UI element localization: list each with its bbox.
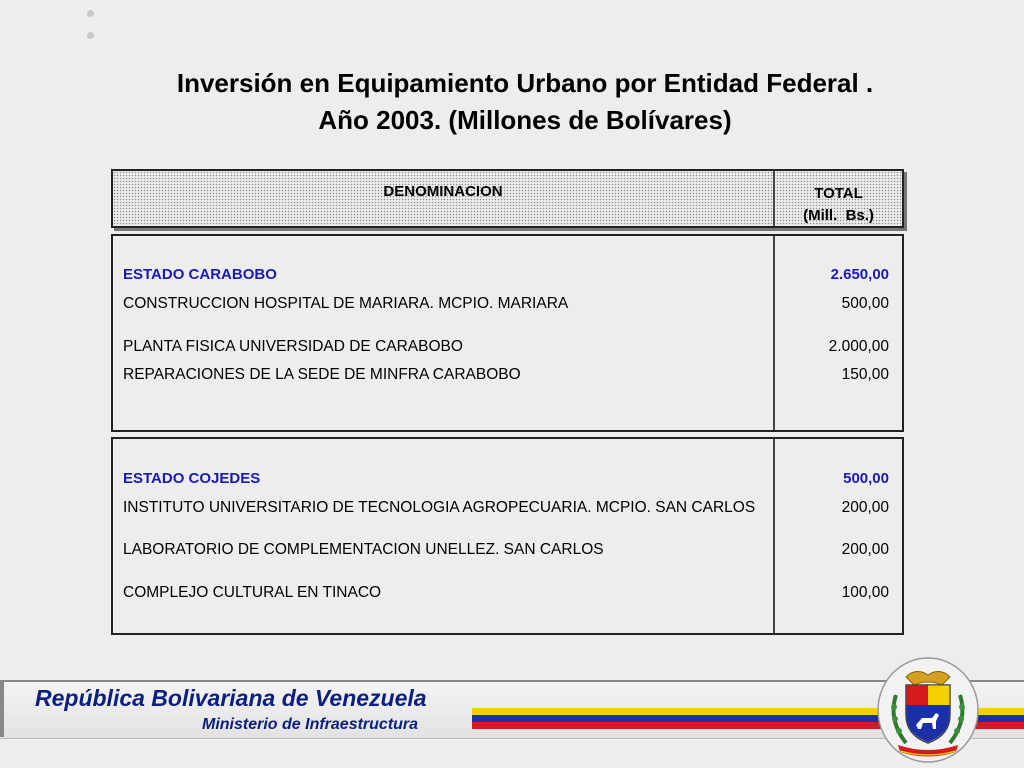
table-header bbox=[111, 169, 904, 228]
coat-of-arms-icon bbox=[876, 655, 980, 763]
page-title bbox=[60, 65, 990, 139]
section-cojedes bbox=[111, 437, 904, 635]
state-total: 500,00 bbox=[843, 470, 889, 487]
row-label: COMPLEJO CULTURAL EN TINACO bbox=[123, 584, 382, 601]
row-label: CONSTRUCCION HOSPITAL DE MARIARA. MCPIO. MARIARA bbox=[123, 295, 569, 312]
header-total-line-1: TOTAL bbox=[814, 185, 863, 202]
footer-ministry: Ministerio de Infraestructura bbox=[202, 716, 419, 733]
bullet-dot bbox=[87, 10, 94, 17]
row-label: REPARACIONES DE LA SEDE DE MINFRA CARABOBO bbox=[123, 366, 521, 383]
column-divider bbox=[773, 236, 775, 430]
state-name: ESTADO CARABOBO bbox=[123, 266, 277, 283]
header-denominacion: DENOMINACION bbox=[383, 183, 503, 200]
row-value: 500,00 bbox=[841, 295, 889, 312]
title-line-2: Año 2003. (Millones de Bolívares) bbox=[318, 105, 732, 135]
footer-republic: República Bolivariana de Venezuela bbox=[35, 685, 427, 711]
state-total: 2.650,00 bbox=[830, 266, 889, 283]
row-label: INSTITUTO UNIVERSITARIO DE TECNOLOGIA AGROPECUARIA. MCPIO. SAN CARLOS bbox=[123, 499, 756, 516]
column-divider bbox=[773, 439, 775, 633]
title-line-1: Inversión en Equipamiento Urbano por Entidad Federal . bbox=[176, 68, 874, 98]
header-total bbox=[775, 183, 902, 227]
row-value: 200,00 bbox=[841, 541, 889, 558]
section-carabobo bbox=[111, 234, 904, 432]
footer-edge bbox=[0, 680, 4, 737]
header-total-line-2: (Mill. Bs.) bbox=[803, 207, 874, 224]
bullet-dots bbox=[87, 10, 94, 54]
row-value: 100,00 bbox=[841, 584, 889, 601]
bullet-dot bbox=[87, 32, 94, 39]
row-value: 200,00 bbox=[841, 499, 889, 516]
state-name: ESTADO COJEDES bbox=[123, 470, 261, 487]
row-label: LABORATORIO DE COMPLEMENTACION UNELLEZ. SAN CARLOS bbox=[123, 541, 604, 558]
row-label: PLANTA FISICA UNIVERSIDAD DE CARABOBO bbox=[123, 338, 463, 355]
row-value: 2.000,00 bbox=[828, 338, 889, 355]
row-value: 150,00 bbox=[841, 366, 889, 383]
